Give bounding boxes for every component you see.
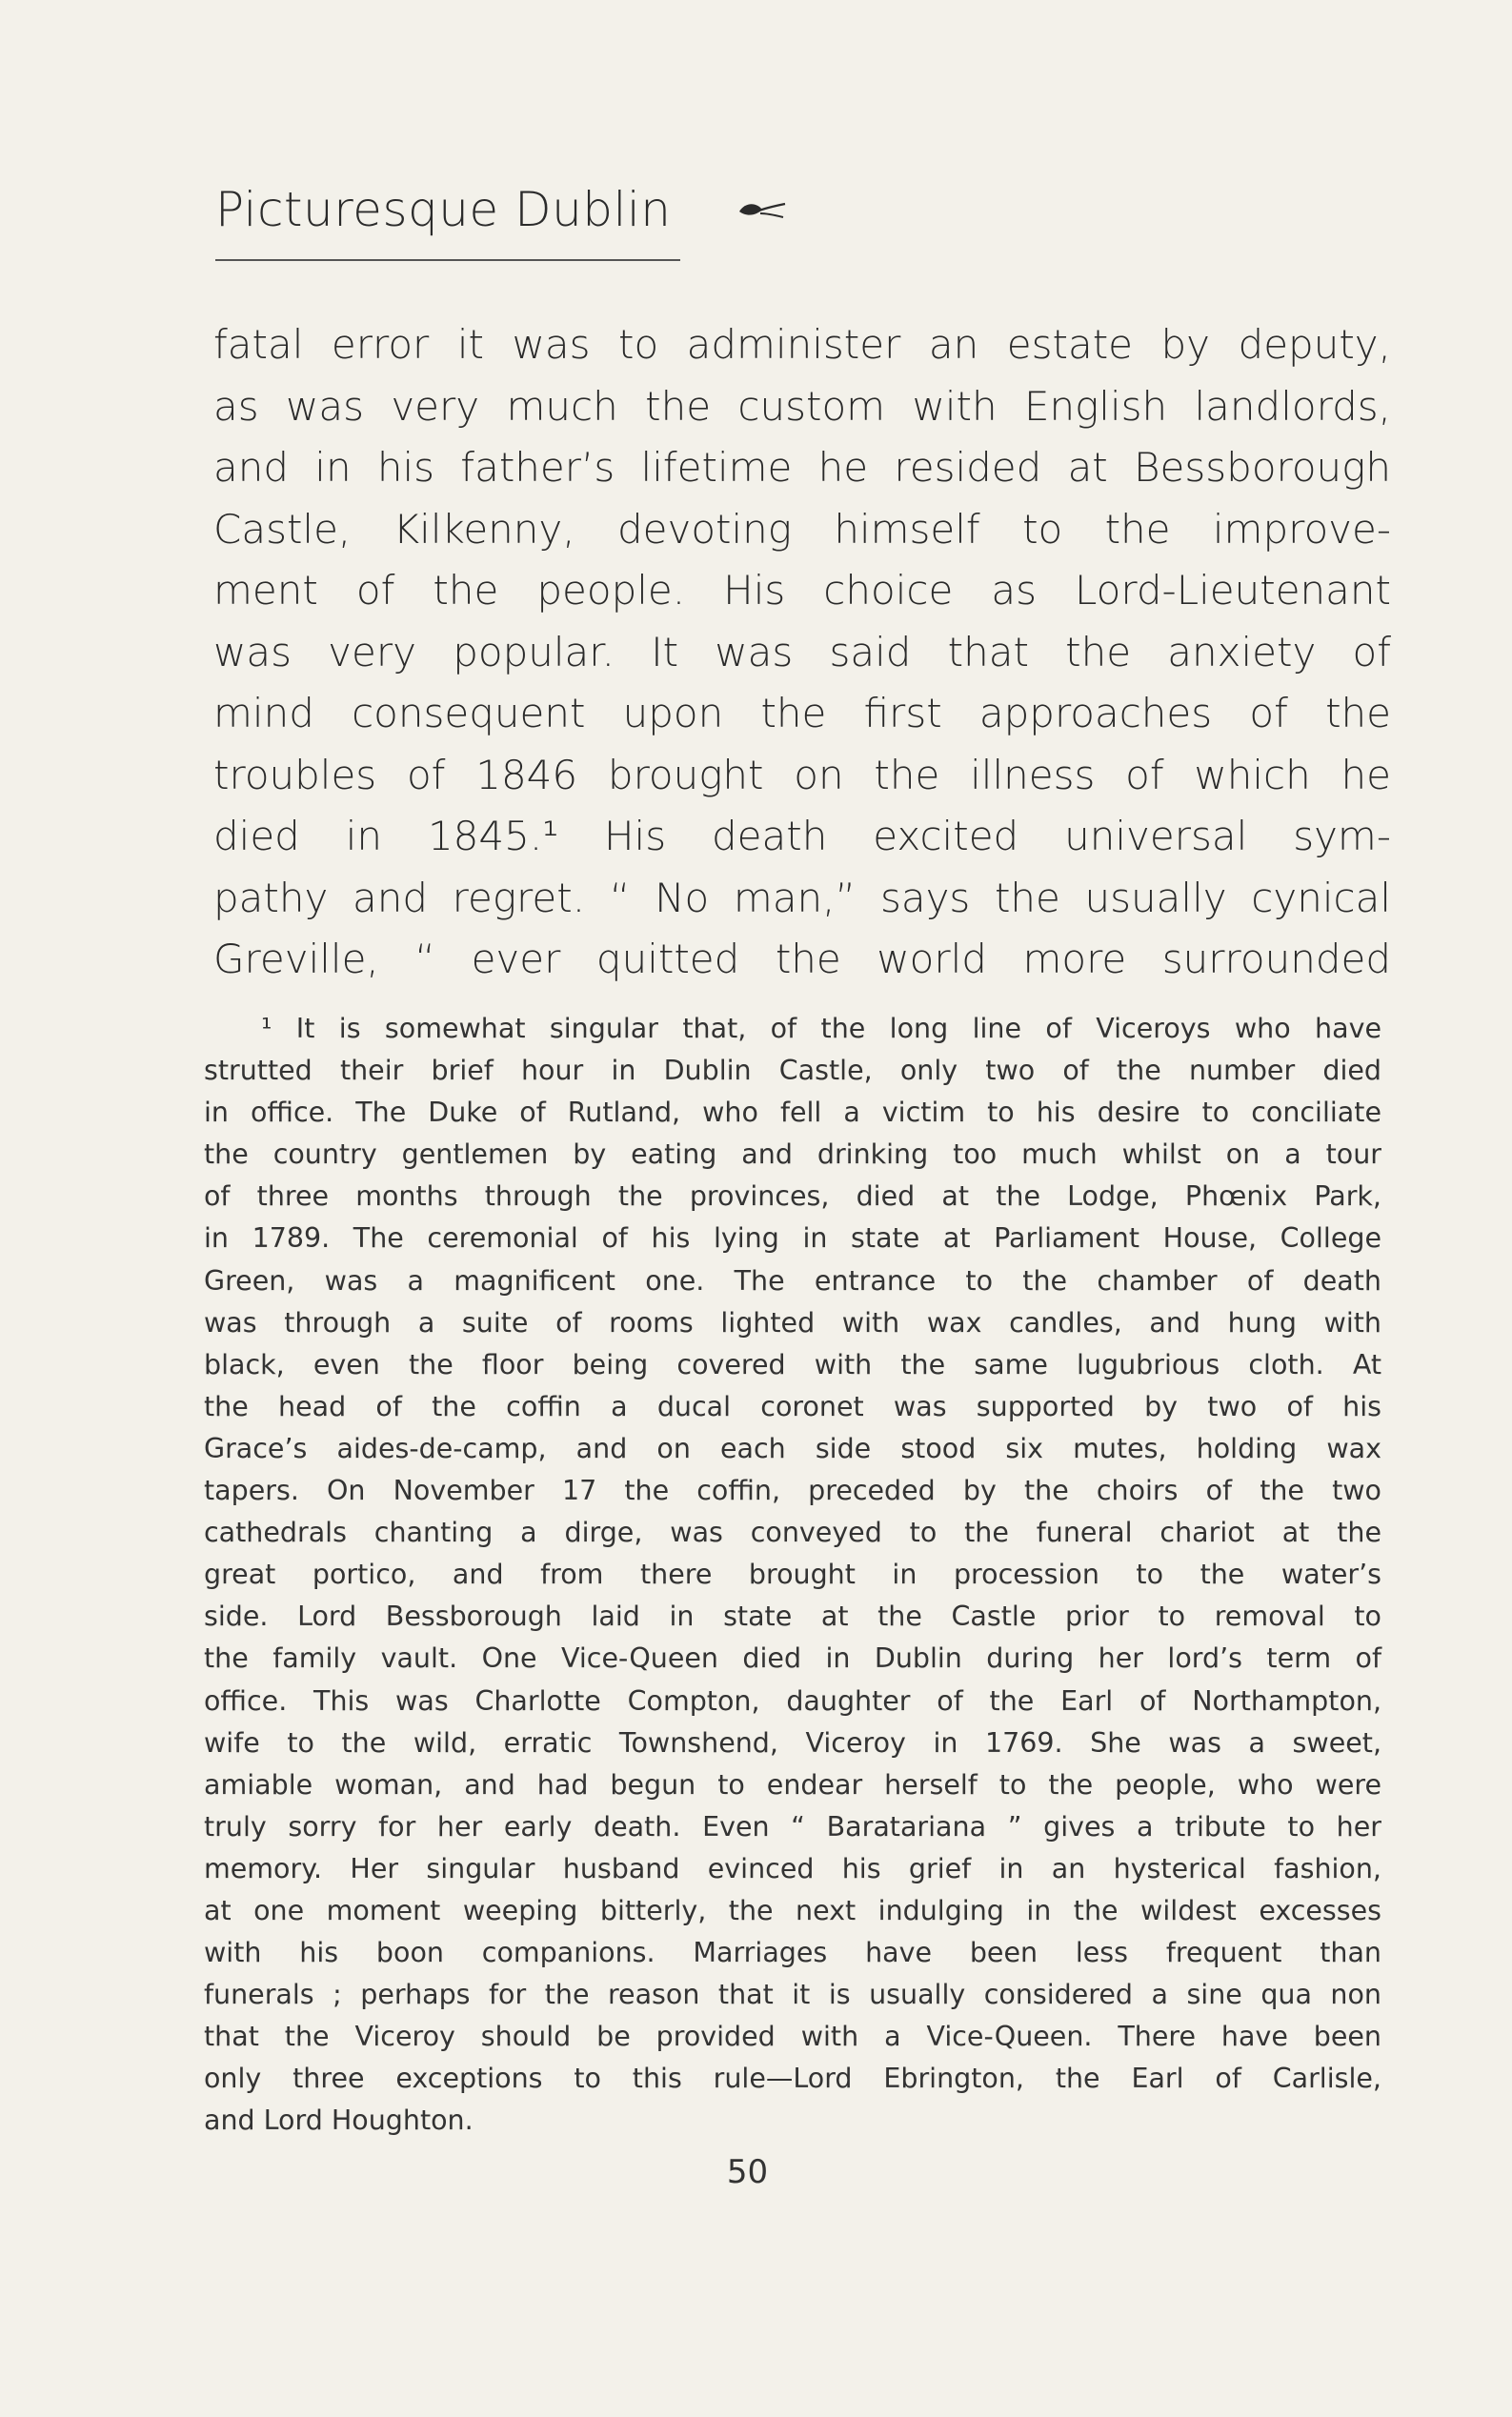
footnote-line: only three exceptions to this rule—Lord Ebrington, the Earl of Carlisle,	[204, 2063, 1381, 2095]
leaf-ornament-icon	[737, 200, 787, 223]
running-title: Picturesque Dublin	[215, 182, 672, 237]
text-line: Castle, Kilkenny, devoting himself to the improve-	[213, 505, 1391, 553]
footnote-line: ¹ It is somewhat singular that, of the long line of Viceroys who have	[261, 1013, 1381, 1044]
text-line: as was very much the custom with English landlords,	[213, 382, 1391, 430]
footnote-line: in 1789. The ceremonial of his lying in state at Parliament House, College	[204, 1222, 1381, 1255]
footnote-line: great portico, and from there brought in procession to the water’s	[204, 1559, 1381, 1591]
footnote-line: the family vault. One Vice-Queen died in Dublin during her lord’s term of	[204, 1642, 1381, 1675]
footnote-line: cathedrals chanting a dirge, was conveyed to the funeral chariot at the	[204, 1517, 1381, 1549]
footnote-line: of three months through the provinces, died at the Lodge, Phœnix Park,	[204, 1180, 1381, 1213]
text-line: pathy and regret. “ No man,” says the usually cynical	[213, 874, 1391, 921]
footnote-line: the head of the coffin a ducal coronet was supported by two of his	[204, 1390, 1381, 1422]
footnote-line: and Lord Houghton.	[204, 2105, 474, 2137]
footnote-line: funerals ; perhaps for the reason that it is usually considered a sine qua non	[204, 1979, 1381, 2011]
footnote-line: Grace’s aides-de-camp, and on each side stood six mutes, holding wax	[204, 1432, 1381, 1464]
text-line: was very popular. It was said that the anxiety of	[213, 628, 1391, 675]
footnote-line: memory. Her singular husband evinced his grief in an hysterical fashion,	[204, 1852, 1381, 1884]
footnote-line: wife to the wild, erratic Townshend, Viceroy in 1769. She was a sweet,	[204, 1726, 1381, 1759]
footnote-line: strutted their brief hour in Dublin Castle, only two of the number died	[204, 1055, 1381, 1087]
footnote-line: side. Lord Bessborough laid in state at the Castle prior to removal to	[204, 1601, 1381, 1633]
footnote-line: was through a suite of rooms lighted with wax candles, and hung with	[204, 1306, 1381, 1339]
footnote-line: tapers. On November 17 the coffin, preceded by the choirs of the two	[204, 1475, 1381, 1507]
page-number	[0, 2151, 1512, 2193]
text-line: troubles of 1846 brought on the illness of which he	[213, 751, 1391, 798]
footnote-line: amiable woman, and had begun to endear herself to the people, who were	[204, 1768, 1381, 1801]
footnote	[204, 1008, 1381, 2143]
footnote-line: black, even the floor being covered with the same lugubrious cloth. At	[204, 1348, 1381, 1380]
main-text	[213, 314, 1391, 991]
text-line: Greville, “ ever quitted the world more surrounded	[213, 936, 1391, 982]
text-line: ment of the people. His choice as Lord-Lieutenant	[213, 567, 1391, 614]
text-line: fatal error it was to administer an estate by deputy,	[213, 321, 1391, 368]
footnote-line: office. This was Charlotte Compton, daughter of the Earl of Northampton,	[204, 1684, 1381, 1717]
text-line: and in his father’s lifetime he resided at Bessborough	[213, 444, 1391, 491]
footnote-line: with his boon companions. Marriages have been less frequent than	[204, 1937, 1381, 1969]
page-header	[215, 179, 692, 261]
footnote-line: at one moment weeping bitterly, the next indulging in the wildest excesses	[204, 1894, 1381, 1926]
text-line: mind consequent upon the first approaches of the	[213, 690, 1391, 736]
footnote-line: truly sorry for her early death. Even “ Baratariana ” gives a tribute to her	[204, 1810, 1381, 1843]
header-rule	[215, 259, 680, 261]
footnote-line: the country gentlemen by eating and drinking too much whilst on a tour	[204, 1138, 1381, 1171]
text-line: died in 1845.¹ His death excited universal sym-	[213, 813, 1391, 859]
page-number-text: 50	[726, 2153, 769, 2191]
footnote-line: that the Viceroy should be provided with a Vice-Queen. There have been	[204, 2021, 1381, 2053]
footnote-line: Green, was a magnificent one. The entrance to the chamber of death	[204, 1264, 1381, 1297]
footnote-line: in office. The Duke of Rutland, who fell a victim to his desire to conciliate	[204, 1097, 1381, 1129]
